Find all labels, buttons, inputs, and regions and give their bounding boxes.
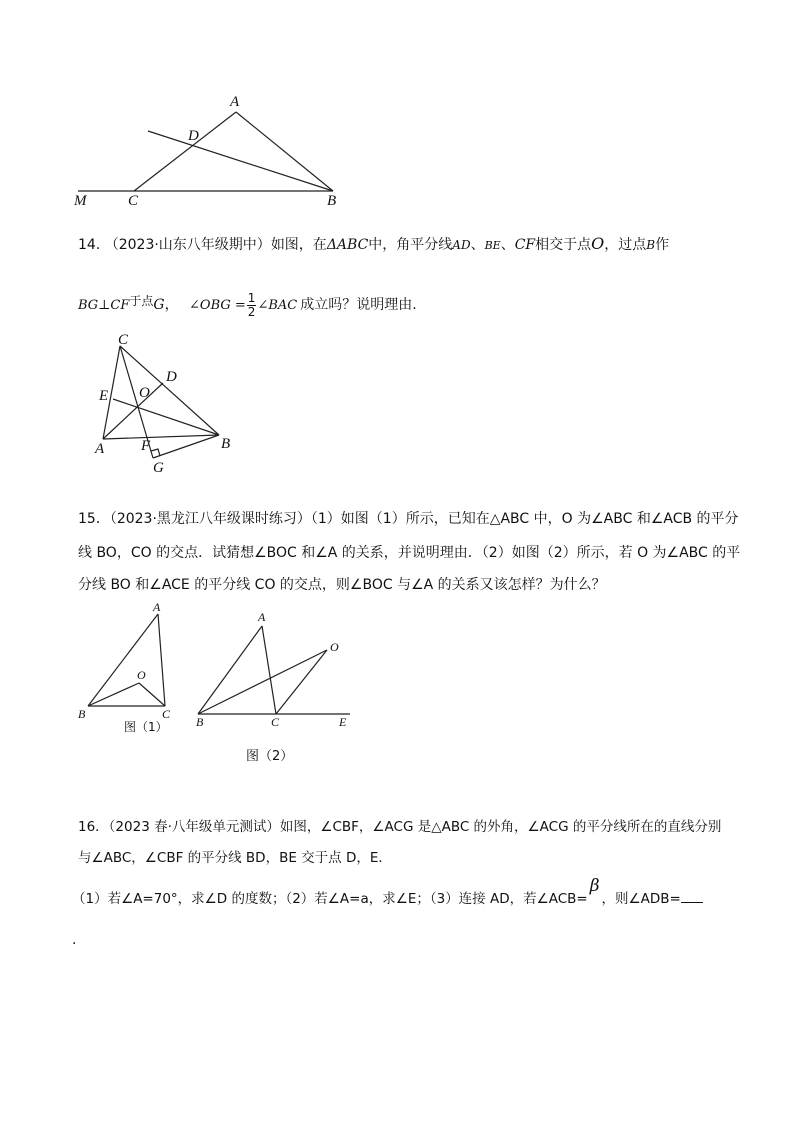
fig15b-label-c: C [271,715,280,729]
q14-text-c: 相交于点 [535,237,592,253]
fig15a-label-a: A [153,600,161,614]
fig15b-label-a: A [258,610,266,624]
fig15b-caption: 图（2） [246,749,294,764]
q14-be: BE [484,239,501,252]
q15-line2: 线 BO，CO 的交点．试猜想∠BOC 和∠A 的关系，并说明理由．（2）如图（2）所示，若 O 为∠ABC 的平 [78,545,741,561]
fig13-label-b: B [327,193,337,209]
q14-sep1: 、 [470,237,485,253]
q16-line3 [72,876,703,909]
fig15b-label-o: O [330,640,339,654]
fig13-label-c: C [128,193,139,209]
q16-answer-blank [681,888,703,903]
fig14-label-a: A [95,441,105,457]
q16-line1: 16．（2023 春·八年级单元测试）如图，∠CBF，∠ACG 是△ABC 的外角，∠ACG 的平分线所在的直线分别 [78,819,722,835]
q16-text-a: （1）若∠A=70°，求∠D 的度数；（2）若∠A=a，求∠E；（3）连接 AD，若∠ACB= [72,891,588,907]
q14-sep2: 、 [500,237,515,253]
q15-line3: 分线 BO 和∠ACE 的平分线 CO 的交点，则∠BOC 与∠A 的关系又该怎样？为什么？ [78,577,606,593]
q14-frac-num: 1 [247,290,256,305]
q16-beta: β [589,876,600,896]
q14-number: 14. [78,237,101,253]
fig15a-caption: 图（1） [124,720,168,734]
fig15b-segment-co [276,650,327,714]
fig14-label-f: F [141,438,151,454]
fig14-label-b: B [221,436,231,452]
fig14-label-d: D [166,369,177,385]
q14-text-d: ，过点 [604,237,647,253]
q16-line2: 与∠ABC，∠CBF 的平分线 BD，BE 交于点 D，E． [78,850,392,866]
q14-text-f: 于点 [129,294,154,308]
q14-text-e: 作 [655,237,670,253]
fig13-label-d: D [188,128,199,144]
q14-eq-left: ∠OBG = [189,298,246,313]
fig14-label-g: G [153,460,164,476]
q16-line4: . [72,932,77,948]
fig15a-label-b: B [78,707,86,721]
q14-g: G [153,297,165,313]
q14-eq-right: ∠BAC [257,298,298,313]
q14-text-g: ， [164,297,179,313]
fig15a-label-c: C [162,707,171,721]
fig15b-side-ba [198,626,262,714]
q14-cf: CF [514,237,536,253]
fig13-label-a: A [230,94,240,110]
q14-b: B [646,238,656,252]
q14-text-a: 如图，在 [270,237,327,253]
q14-ad: AD [452,238,471,252]
q14-source: （2023·山东八年级期中） [104,237,271,253]
fig15a-label-o: O [137,668,146,682]
fig14-label-o: O [139,385,150,401]
q14-frac-den: 2 [247,304,256,319]
fig14-label-e: E [99,388,109,404]
q14-triangle: ΔABC [326,237,369,253]
q15-line1: 15．（2023·黑龙江八年级课时练习）（1）如图（1）所示，已知在△ABC 中，O 为∠ABC 和∠ACB 的平分 [78,511,739,527]
q14-text-b: 中，角平分线 [368,237,453,253]
fig13-label-m: M [74,193,87,209]
fig15b-label-b: B [196,715,204,729]
fig15b-segment-bo [198,650,327,714]
fig14-label-c: C [118,332,129,348]
q14-o: O [591,234,605,253]
fig15b-side-ac [262,626,276,714]
q14-text-h: 成立吗？说明理由. [300,297,417,313]
q16-text-b: ，则∠ADB= [601,891,681,907]
fig15b-label-e: E [339,715,347,729]
q14-perp: BG⊥CF [78,298,130,313]
